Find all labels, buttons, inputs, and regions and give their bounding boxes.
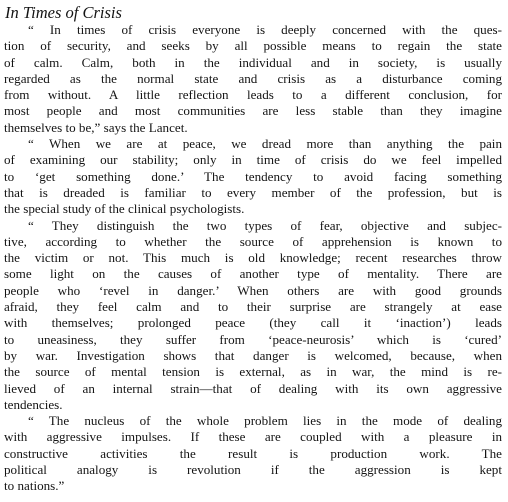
article-title: In Times of Crisis <box>5 3 122 22</box>
text-line: the special study of the clinical psychologists. <box>4 201 245 217</box>
text-line: the victim or not. This much is old knowledge; recent researches throw <box>4 250 502 266</box>
text-line: to ‘get something done.’ The tendency to avoid facing something <box>4 168 502 184</box>
text-line: “ They distinguish the two types of fear, objective and subjec- <box>28 217 502 233</box>
paragraph-3 <box>4 218 502 414</box>
text-line: lieved of an internal strain—that of dealing with its own aggressive <box>4 380 502 396</box>
text-line: “ The nucleus of the whole problem lies in the mode of dealing <box>28 413 502 429</box>
text-line: “ In times of crisis everyone is deeply concerned with the ques- <box>28 22 502 37</box>
text-line: tion of security, and seeks by all possible means to regain the state <box>4 38 502 54</box>
text-line: tive, according to whether the source of apprehension is known to <box>4 233 502 249</box>
text-line: of calm. Calm, both in the individual and in society, is usually <box>4 54 502 70</box>
text-line: the source of mental tension is external, as in war, the mind is re- <box>4 364 502 380</box>
text-line: some light on the causes of another type of mentality. There are <box>4 266 502 282</box>
text-line: tendencies. <box>4 396 63 412</box>
text-line: afraid, they feel calm and to their surprise are strangely at ease <box>4 299 502 315</box>
text-line: themselves to be,” says the Lancet. <box>4 119 188 135</box>
text-line: to uneasiness, they suffer from ‘peace-neurosis’ which is ‘cured’ <box>4 331 502 347</box>
text-line: by war. Investigation shows that danger is welcomed, because, when <box>4 347 502 363</box>
text-line: with themselves; prolonged peace (they call it ‘inaction’) leads <box>4 315 502 331</box>
text-line: regarded as the normal state and crisis as a disturbance coming <box>4 70 502 86</box>
text-line: to nations.” <box>4 478 65 494</box>
text-line: with aggressive impulses. If these are coupled with a pleasure in <box>4 429 502 445</box>
text-line: most people and most communities are less stable than they imagine <box>4 103 502 119</box>
text-line: of examining our stability; only in time of crisis do we feel impelled <box>4 152 502 168</box>
text-line: constructive activities the result is production work. The <box>4 445 502 461</box>
text-line: political analogy is revolution if the aggression is kept <box>4 462 502 478</box>
text-line: people who ‘revel in danger.’ When others are with good grounds <box>4 282 502 298</box>
text-line: from without. A little reflection leads to a different conclusion, for <box>4 87 502 103</box>
paragraph-1 <box>4 22 502 136</box>
text-line: that is dreaded is familiar to every member of the profession, but is <box>4 184 502 200</box>
paragraph-4 <box>4 413 502 494</box>
paragraph-2 <box>4 136 502 217</box>
text-line: “ When we are at peace, we dread more than anything the pain <box>28 136 502 152</box>
